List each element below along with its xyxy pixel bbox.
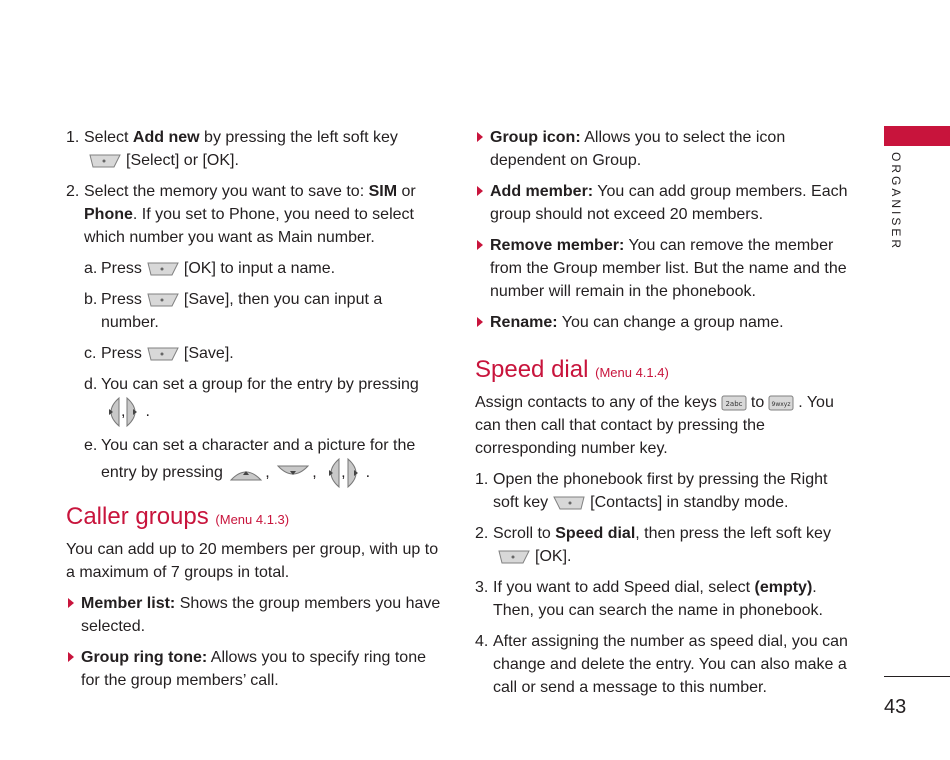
step-text: Scroll to [493, 525, 556, 542]
substep-a [66, 257, 444, 280]
substep-text: You can set a group for the entry by pressing [101, 376, 419, 393]
substep-text: Press [101, 345, 142, 362]
svg-text:9wxyz: 9wxyz [771, 400, 791, 408]
substep-e [66, 434, 444, 489]
step-text: , then press the left soft key [635, 525, 831, 542]
bullet-arrow-icon [477, 132, 483, 142]
step-text: by pressing the left soft key [199, 129, 398, 146]
section-heading-caller-groups [66, 503, 444, 534]
bullet-term: Group ring tone: [81, 649, 208, 666]
substep-letter: b. [84, 291, 98, 308]
step-emphasis: (empty) [754, 579, 813, 596]
substep-text: Press [101, 260, 142, 277]
separator: . [145, 403, 150, 421]
step-emphasis: SIM [368, 183, 398, 200]
left-soft-key-icon [146, 261, 180, 277]
left-soft-key-icon [146, 346, 180, 362]
substep-text: You can set a character and a picture for the entry by pressing [101, 437, 416, 482]
substep-text: [Save], then you can input a number. [101, 291, 383, 331]
nav-left-icon [101, 396, 121, 428]
bullet-text: You can remove the member from the Group member list. But the name and the number will remain in the phonebook. [490, 237, 847, 300]
bullet-item [475, 234, 855, 303]
step-text: [Contacts] in standby mode. [590, 494, 789, 511]
bullet-item [66, 592, 444, 638]
nav-down-icon [276, 464, 310, 482]
step-number: 2. [475, 525, 489, 542]
substep-b [66, 288, 444, 334]
bullet-term: Member list: [81, 595, 176, 612]
step-3 [475, 576, 855, 622]
separator: , [312, 464, 317, 482]
substep-text: Press [101, 291, 142, 308]
intro-text: . You can then call that contact by pressing the corresponding number key. [475, 394, 834, 457]
page-number-rule [884, 676, 950, 677]
bullet-item [475, 180, 855, 226]
substep-text: [Save]. [183, 345, 234, 362]
step-2 [66, 180, 444, 249]
heading-title: Speed dial [475, 356, 589, 383]
bullet-item [475, 311, 855, 334]
number-9-key-icon [768, 395, 794, 411]
intro-text: Assign contacts to any of the keys [475, 394, 717, 411]
step-text: or [397, 183, 416, 200]
left-soft-key-icon [88, 153, 122, 169]
section-label [885, 152, 905, 262]
step-text: [OK]. [535, 548, 572, 565]
step-number: 4. [475, 633, 489, 650]
substep-c [66, 342, 444, 365]
intro-text: to [750, 394, 765, 411]
step-1 [66, 126, 444, 172]
bullet-text: You can add group members. Each group should not exceed 20 members. [490, 183, 848, 223]
right-column [475, 126, 855, 699]
bullet-arrow-icon [68, 598, 74, 608]
bullet-arrow-icon [68, 652, 74, 662]
step-text: Open the phonebook first by pressing the Right soft key [493, 471, 828, 511]
substep-letter: d. [84, 376, 98, 393]
left-soft-key-icon [497, 549, 531, 565]
step-emphasis: Phone [84, 206, 133, 223]
substep-d [66, 373, 444, 428]
bullet-term: Rename: [490, 314, 558, 331]
step-text: . Then, you can search the name in phonebook. [493, 579, 823, 619]
page-number: 43 [884, 696, 907, 718]
nav-right-icon [125, 396, 145, 428]
step-emphasis: Add new [132, 129, 200, 146]
section-heading-speed-dial [475, 356, 855, 387]
bullet-text: Shows the group members you have selected. [81, 595, 441, 635]
bullet-term: Add member: [490, 183, 594, 200]
bullet-arrow-icon [477, 186, 483, 196]
step-1 [475, 468, 855, 514]
left-soft-key-icon [146, 292, 180, 308]
bullet-arrow-icon [477, 240, 483, 250]
section-intro [475, 391, 855, 460]
separator: , [341, 464, 346, 482]
number-2-key-icon [721, 395, 747, 411]
section-tab [884, 126, 950, 146]
svg-text:2abc: 2abc [725, 399, 743, 408]
bullet-item [475, 126, 855, 172]
nav-up-icon [229, 464, 263, 482]
step-number: 2. [66, 183, 80, 200]
separator: , [121, 403, 126, 421]
step-text: After assigning the number as speed dial, you can change and delete the entry. You can also make a call or send a message to this number. [493, 633, 848, 696]
step-text: Select [84, 129, 133, 146]
menu-reference: (Menu 4.1.4) [595, 365, 669, 380]
step-emphasis: Speed dial [555, 525, 636, 542]
menu-reference: (Menu 4.1.3) [215, 512, 290, 527]
nav-right-icon [346, 457, 366, 489]
step-2 [475, 522, 855, 568]
left-column [66, 126, 444, 692]
bullet-text: Allows you to specify ring tone for the group members’ call. [81, 649, 426, 689]
nav-left-icon [321, 457, 341, 489]
section-label-text: ORGANISER [889, 152, 903, 252]
step-number: 1. [66, 129, 80, 146]
separator: , [265, 464, 270, 482]
bullet-arrow-icon [477, 317, 483, 327]
substep-letter: a. [84, 260, 98, 277]
separator: . [365, 464, 371, 482]
bullet-text: You can change a group name. [557, 314, 784, 331]
step-text: If you want to add Speed dial, select [493, 579, 755, 596]
step-4 [475, 630, 855, 699]
substep-letter: e. [84, 437, 98, 454]
substep-letter: c. [84, 345, 97, 362]
step-number: 1. [475, 471, 489, 488]
bullet-term: Remove member: [490, 237, 625, 254]
step-text: Select the memory you want to save to: [84, 183, 369, 200]
step-text: [Select] or [OK]. [126, 152, 239, 169]
right-soft-key-icon [552, 495, 586, 511]
bullet-text: Allows you to select the icon dependent on Group. [490, 129, 786, 169]
section-intro: You can add up to 20 members per group, with up to a maximum of 7 groups in total. [66, 541, 439, 581]
heading-title: Caller groups [66, 503, 209, 530]
step-text: . If you set to Phone, you need to select which number you want as Main number. [84, 206, 414, 246]
step-number: 3. [475, 579, 489, 596]
bullet-term: Group icon: [490, 129, 581, 146]
substep-text: [OK] to input a name. [183, 260, 336, 277]
bullet-item [66, 646, 444, 692]
